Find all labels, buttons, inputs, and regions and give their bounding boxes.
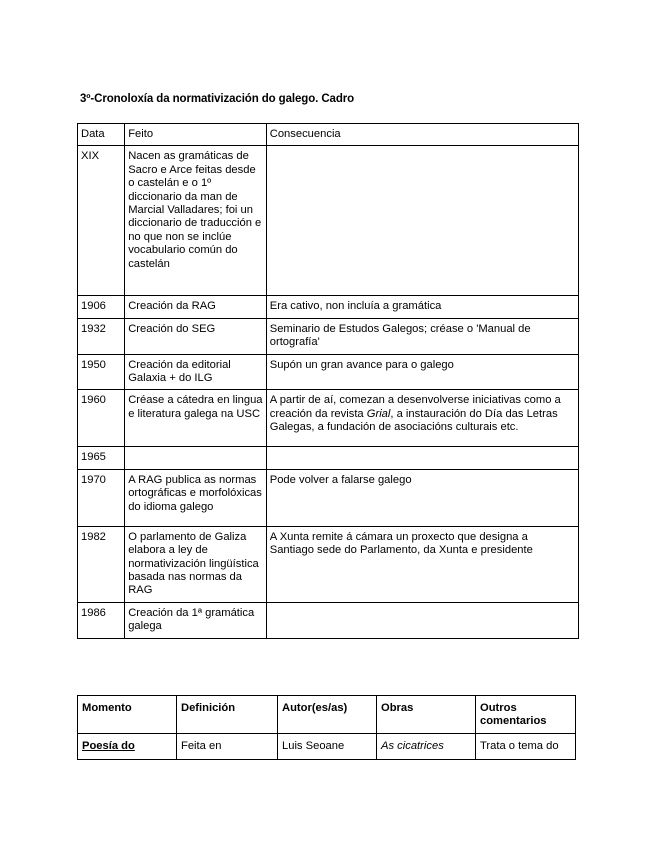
chronology-table [77, 123, 579, 639]
consequence-cell [266, 447, 578, 469]
table-row [78, 354, 579, 390]
consequence-cell: Pode volver a falarse galego [266, 469, 578, 526]
consequence-cell: A Xunta remite á cámara un proxecto que designa a Santiago sede do Parlamento, da Xunta e presidente [266, 526, 578, 602]
event-cell: Créase a cátedra en lingua e literatura galega na USC [125, 390, 267, 447]
consequence-cell [266, 602, 578, 638]
cell: As cicatrices [377, 733, 476, 759]
consequence-cell: Era cativo, non incluía a gramática [266, 296, 578, 318]
date-cell: 1906 [78, 296, 125, 318]
date-cell: XIX [78, 146, 125, 296]
date-cell: 1950 [78, 354, 125, 390]
table-row [78, 390, 579, 447]
table-row [78, 733, 576, 759]
table-row [78, 146, 579, 296]
movement-name: Poesía do [82, 739, 135, 752]
header-cell: Feito [125, 124, 267, 146]
header-cell: Obras [377, 696, 476, 734]
event-cell: O parlamento de Galiza elabora a ley de normativización lingüística basada nas normas da RAG [125, 526, 267, 602]
table-row [78, 602, 579, 638]
consequence-cell [266, 146, 578, 296]
header-cell: Outros comentarios [476, 696, 576, 734]
cell: Trata o tema do [476, 733, 576, 759]
table-row [78, 469, 579, 526]
event-cell: A RAG publica as normas ortográficas e morfolóxicas do idioma galego [125, 469, 267, 526]
movements-table [77, 695, 576, 760]
event-cell: Creación do SEG [125, 318, 267, 354]
header-cell: Data [78, 124, 125, 146]
cell [78, 733, 177, 759]
consequence-text: A partir de aí, comezan a desenvolverse iniciativas como a creación da revista [269, 394, 561, 420]
table-row [78, 296, 579, 318]
table-row [78, 318, 579, 354]
page-title: 3º-Cronoloxía da normativización do galego. Cadro [80, 93, 355, 105]
consequence-cell: Supón un gran avance para o galego [266, 354, 578, 390]
event-cell [125, 447, 267, 469]
cell: Luis Seoane [278, 733, 377, 759]
date-cell: 1970 [78, 469, 125, 526]
header-cell: Autor(es/as) [278, 696, 377, 734]
table-header-row [78, 696, 576, 734]
table-header-row [78, 124, 579, 146]
event-cell: Creación da RAG [125, 296, 267, 318]
event-cell: Creación da 1ª gramática galega [125, 602, 267, 638]
header-cell: Momento [78, 696, 177, 734]
date-cell: 1986 [78, 602, 125, 638]
header-cell: Consecuencia [266, 124, 578, 146]
table-row [78, 447, 579, 469]
consequence-text: , a instauración do Día das Letras Galegas, a fundación de asociacións culturais etc. [269, 407, 558, 434]
consequence-cell: Seminario de Estudos Galegos; créase o 'Manual de ortografía' [266, 318, 578, 354]
date-cell: 1965 [78, 447, 125, 469]
table-row [78, 526, 579, 602]
event-cell: Creación da editorial Galaxia + do ILG [125, 354, 267, 390]
consequence-cell [266, 390, 578, 447]
header-cell: Definición [177, 696, 278, 734]
date-cell: 1932 [78, 318, 125, 354]
date-cell: 1982 [78, 526, 125, 602]
cell: Feita en [177, 733, 278, 759]
journal-title: Grial [366, 407, 391, 420]
event-cell: Nacen as gramáticas de Sacro e Arce feitas desde o castelán e o 1º diccionario da man de Marcial Valladares; foi un diccionario de traducción e no que non se inclúe vocabulario común do castelán [125, 146, 267, 296]
date-cell: 1960 [78, 390, 125, 447]
